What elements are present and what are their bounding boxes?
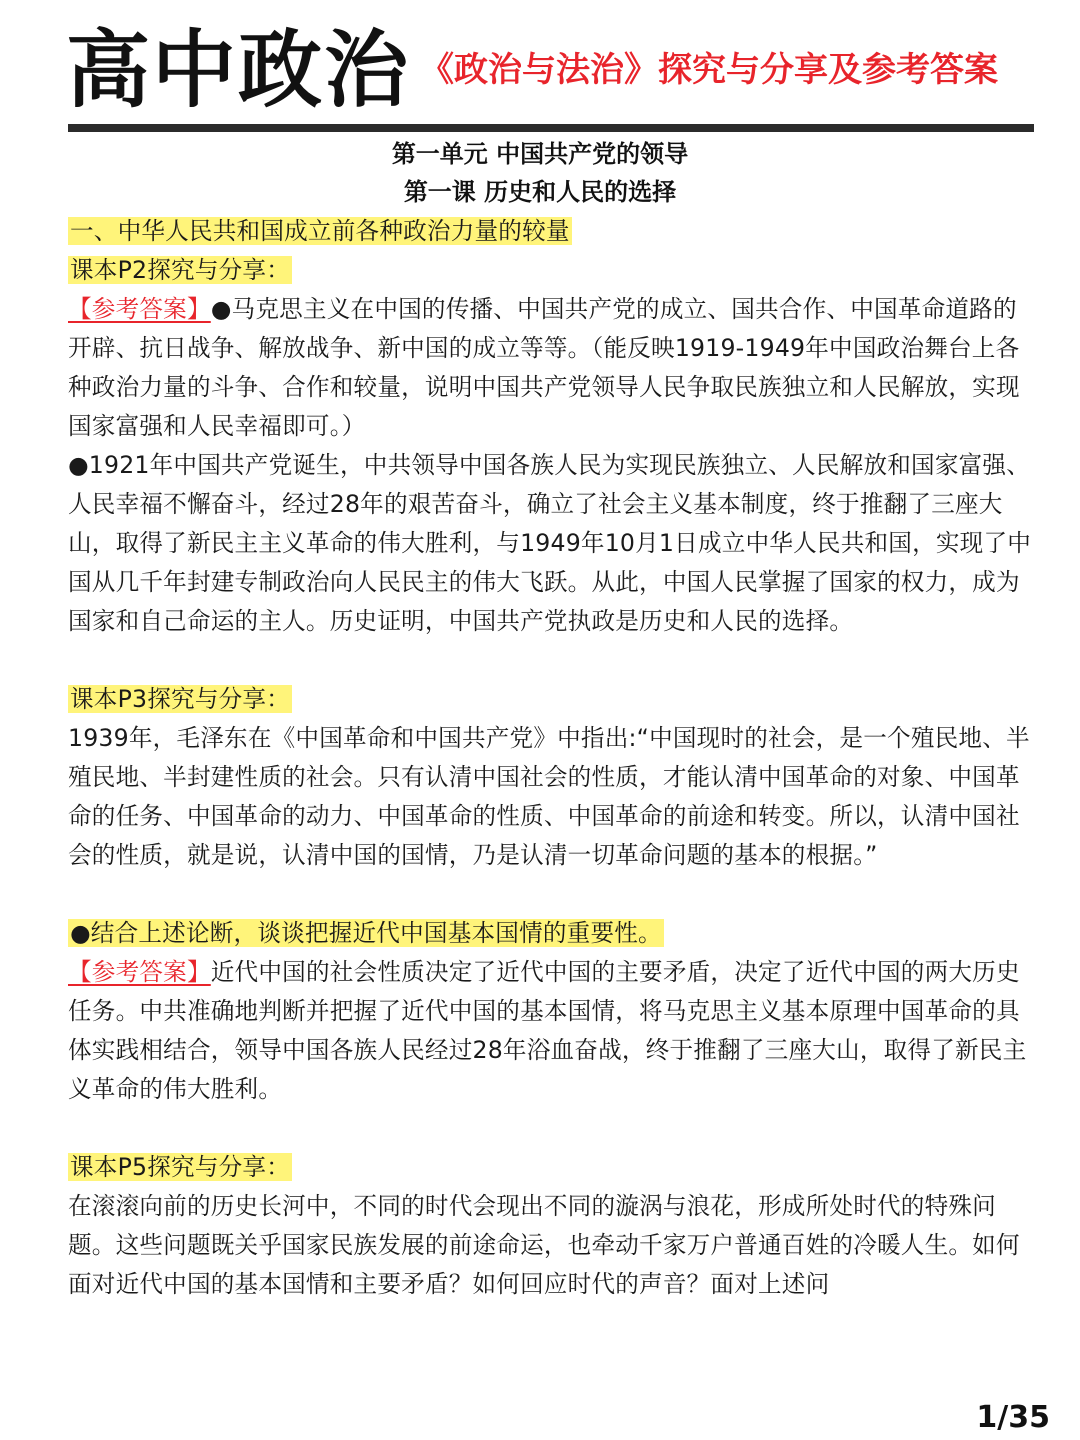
page-number: 1/35 xyxy=(976,1400,1050,1435)
p3-question-line xyxy=(68,914,1040,953)
p5-label-line xyxy=(68,1148,1040,1187)
spacer xyxy=(68,875,1040,914)
p3-answer xyxy=(68,953,1040,1109)
document-body xyxy=(68,212,1040,1304)
p3-quote: 1939年，毛泽东在《中国革命和中国共产党》中指出:“中国现时的社会，是一个殖民地、半殖民地、半封建性质的社会。只有认清中国社会的性质，才能认清中国革命的对象、中国革命的任务、中国革命的动力、中国革命的性质、中国革命的前途和转变。所以，认清中国社会的性质，就是说，认清中国的国情，乃是认清一切革命问题的基本的根据。” xyxy=(68,724,1030,869)
spacer xyxy=(68,1109,1040,1148)
header-divider xyxy=(68,124,1034,132)
main-title: 高中政治 xyxy=(66,21,411,119)
p3-label: 课本P3探究与分享： xyxy=(70,685,290,713)
answer-tag: 【参考答案】 xyxy=(68,958,211,986)
sub-title: 《政治与法治》探究与分享及参考答案 xyxy=(420,50,998,90)
p2-label: 课本P2探究与分享： xyxy=(70,256,290,284)
section1-heading: 一、中华人民共和国成立前各种政治力量的较量 xyxy=(70,217,570,245)
section-heading xyxy=(68,212,1040,251)
p5-text: 在滚滚向前的历史长河中，不同的时代会现出不同的漩涡与浪花，形成所处时代的特殊问题。这些问题既关乎国家民族发展的前途命运，也牵动千家万户普通百姓的冷暖人生。如何面对近代中国的基本国情和主要矛盾？如何回应时代的声音？面对上述问 xyxy=(68,1192,1020,1298)
p5-label: 课本P5探究与分享： xyxy=(70,1153,290,1181)
lesson-title: 第一课 历史和人民的选择 xyxy=(403,178,677,206)
spacer xyxy=(68,641,1040,680)
p2-answer1-text: ●马克思主义在中国的传播、中国共产党的成立、国共合作、中国革命道路的开辟、抗日战争、解放战争、新中国的成立等等。（能反映1919-1949年中国政治舞台上各种政治力量的斗争、合作和较量，说明中国共产党领导人民争取民族独立和人民解放，实现国家富强和人民幸福即可。） xyxy=(68,295,1020,440)
unit-title: 第一单元 中国共产党的领导 xyxy=(391,140,689,168)
p3-label-line xyxy=(68,680,1040,719)
p2-answer-1 xyxy=(68,290,1040,446)
p3-answer-text: 近代中国的社会性质决定了近代中国的主要矛盾，决定了近代中国的两大历史任务。中共准确地判断并把握了近代中国的基本国情，将马克思主义基本原理中国革命的具体实践相结合，领导中国各族人民经过28年浴血奋战，终于推翻了三座大山，取得了新民主义革命的伟大胜利。 xyxy=(68,958,1027,1103)
p3-question: ●结合上述论断，谈谈把握近代中国基本国情的重要性。 xyxy=(70,919,662,947)
page-header xyxy=(66,14,1066,119)
p2-label-line xyxy=(68,251,1040,290)
answer-tag: 【参考答案】 xyxy=(68,295,211,323)
p2-answer-2: ●1921年中国共产党诞生，中共领导中国各族人民为实现民族独立、人民解放和国家富强、人民幸福不懈奋斗，经过28年的艰苦奋斗，确立了社会主义基本制度，终于推翻了三座大山，取得了新民主主义革命的伟大胜利，与1949年10月1日成立中华人民共和国，实现了中国从几千年封建专制政治向人民民主的伟大飞跃。从此，中国人民掌握了国家的权力，成为国家和自己命运的主人。历史证明，中国共产党执政是历史和人民的选择。 xyxy=(68,451,1032,635)
